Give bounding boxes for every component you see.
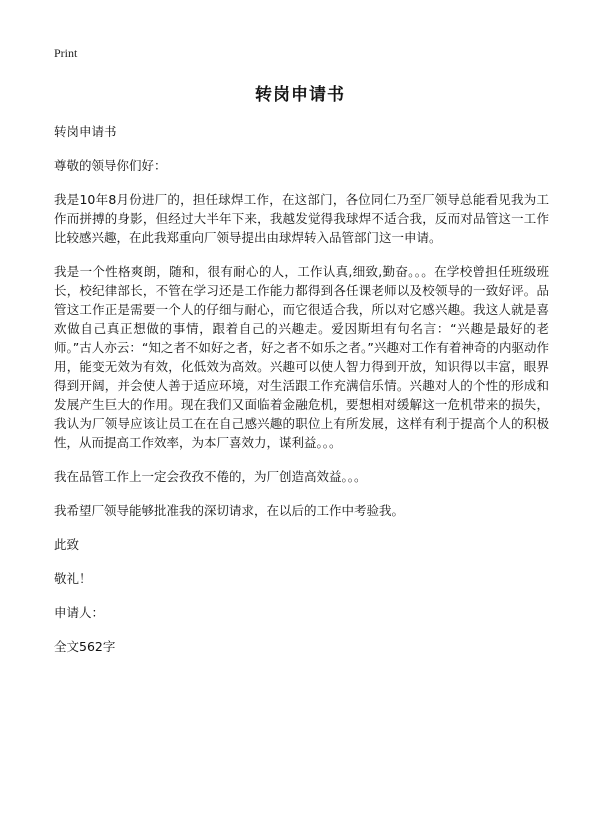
body-paragraph-4: 我希望厂领导能够批准我的深切请求，在以后的工作中考验我。 [54, 503, 405, 518]
document-body [54, 122, 549, 671]
body-paragraph-1: 我是10年8月份进厂的，担任球焊工作，在这部门，各位同仁乃至厂领导总能看见我为工作而拼搏的身影，但经过大半年下来，我越发觉得我球焊不适合我，反而对品管这一工作比较感兴趣，在此我郑重向厂领导提出由球焊转入品管部门这一申请。 [54, 192, 549, 245]
document-subtitle: 转岗申请书 [54, 124, 117, 139]
applicant-line: 申请人： [54, 605, 105, 620]
closing-line-2: 敬礼！ [54, 571, 92, 586]
document-title: 转岗申请书 [255, 85, 345, 105]
salutation: 尊敬的领导你们好： [54, 158, 167, 173]
closing-line-1: 此致 [54, 537, 80, 552]
print-link[interactable]: Print [54, 46, 78, 60]
word-count: 全文562字 [54, 639, 116, 654]
body-paragraph-2: 我是一个性格爽朗，随和，很有耐心的人，工作认真,细致,勤奋。。。在学校曾担任班级班长，校纪律部长，不管在学习还是工作能力都得到各任课老师以及校领导的一致好评。品管这工作正是需要一个人的仔细与耐心，而它很适合我，所以对它感兴趣。我这人就是喜欢做自己真正想做的事情，跟着自己的兴趣走。爱因斯坦有句名言：“兴趣是最好的老师。”古人亦云：“知之者不如好之者，好之者不如乐之者。”兴趣对工作有着神奇的内驱动作用，能变无效为有效，化低效为高效。兴趣可以使人智力得到开放，知识得以丰富，眼界得到开阔，并会使人善于适应环境，对生活跟工作充满信乐情。兴趣对人的个性的形成和发展产生巨大的作用。现在我们又面临着金融危机，要想相对缓解这一危机带来的损失，我认为厂领导应该让员工在在自己感兴趣的职位上有所发展，这样有利于提高个人的积极性，从而提高工作效率，为本厂喜效力，谋利益。。。 [54, 264, 549, 450]
body-paragraph-3: 我在品管工作上一定会孜孜不倦的，为厂创造高效益。。。 [54, 469, 367, 484]
